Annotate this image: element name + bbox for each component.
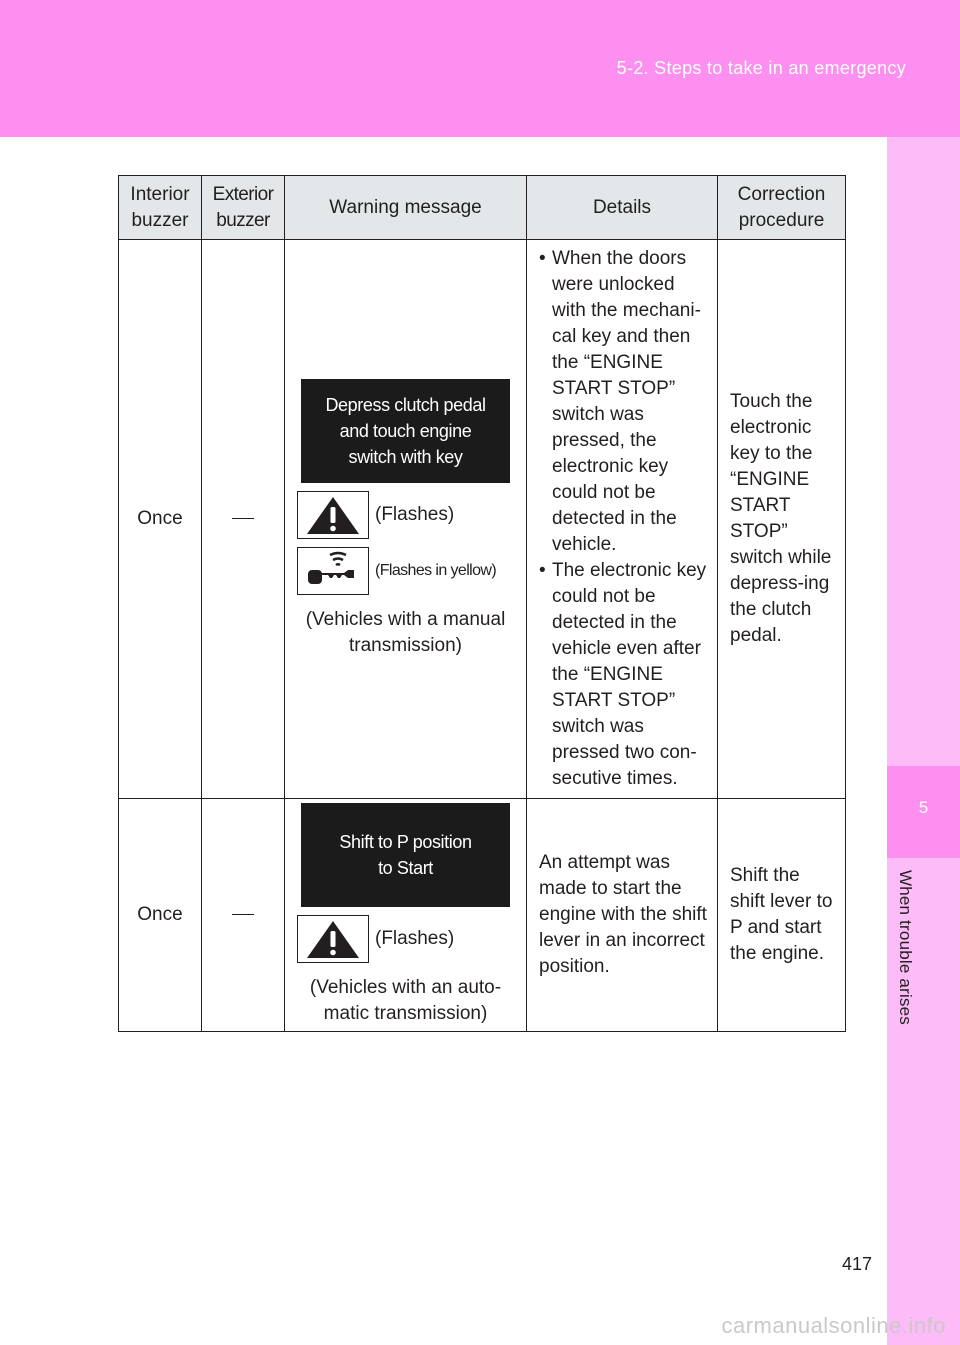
- vehicle-note: (Vehicles with a manual transmission): [305, 609, 506, 656]
- watermark: carmanualsonline.info: [721, 1313, 946, 1338]
- exterior-buzzer-cell: [202, 240, 285, 799]
- indicator-row: [297, 915, 514, 963]
- details-cell: [527, 240, 718, 799]
- correction-procedure-cell: Touch the electronic key to the “ENGINE START STOP” switch while depress-ing the clutch pedal.: [718, 240, 846, 799]
- indicator-caption: (Flashes): [375, 928, 455, 949]
- page-number: 417: [842, 1254, 873, 1274]
- warning-table: [118, 175, 846, 1032]
- list-item: • The electronic key could not be detected in the vehicle even after the “ENGINE START STOP” switch was pressed two con-secutive times.: [539, 558, 707, 792]
- table-header-row: [119, 176, 846, 240]
- interior-buzzer-cell: Once: [119, 240, 202, 799]
- chapter-side-tab: [887, 137, 960, 1345]
- chapter-number: 5: [918, 798, 929, 817]
- details-cell: An attempt was made to start the engine with the shift lever in an incorrect position.: [527, 799, 718, 1032]
- correction-procedure-cell: Shift the shift lever to P and start the engine.: [718, 799, 846, 1032]
- column-header-details: Details: [527, 176, 718, 240]
- chapter-label: When trouble arises: [896, 870, 915, 1025]
- column-header-correction-procedure: Correction procedure: [718, 176, 846, 240]
- indicator-row: [297, 547, 514, 595]
- dash-mark: [232, 518, 254, 519]
- warning-message-cell: [285, 240, 527, 799]
- column-header-exterior-buzzer: Exterior buzzer: [202, 176, 285, 240]
- header-band: [0, 0, 960, 137]
- table-row: [119, 799, 846, 1032]
- dash-mark: [232, 914, 254, 915]
- exterior-buzzer-cell: [202, 799, 285, 1032]
- vehicle-note: (Vehicles with an auto-matic transmission): [309, 977, 502, 1024]
- details-list: [539, 246, 707, 792]
- table-row: [119, 240, 846, 799]
- warning-triangle-icon: [297, 915, 369, 963]
- warning-screen-message: Depress clutch pedal and touch engine switch with key: [301, 379, 510, 483]
- warning-message-cell: [285, 799, 527, 1032]
- column-header-interior-buzzer: Interior buzzer: [119, 176, 202, 240]
- indicator-caption: (Flashes in yellow): [375, 562, 497, 579]
- column-header-warning-message: Warning message: [285, 176, 527, 240]
- warning-screen-message: Shift to P position to Start: [301, 803, 510, 907]
- electronic-key-icon: [297, 547, 369, 595]
- chapter-number-block: [887, 766, 960, 858]
- warning-triangle-icon: [297, 491, 369, 539]
- interior-buzzer-cell: Once: [119, 799, 202, 1032]
- indicator-row: [297, 491, 514, 539]
- section-title: 5-2. Steps to take in an emergency: [616, 58, 906, 78]
- indicator-caption: (Flashes): [375, 504, 455, 525]
- list-item: • When the doors were unlocked with the mechani-cal key and then the “ENGINE START STOP” switch was pressed, the electronic key could not be detected in the vehicle.: [539, 246, 707, 558]
